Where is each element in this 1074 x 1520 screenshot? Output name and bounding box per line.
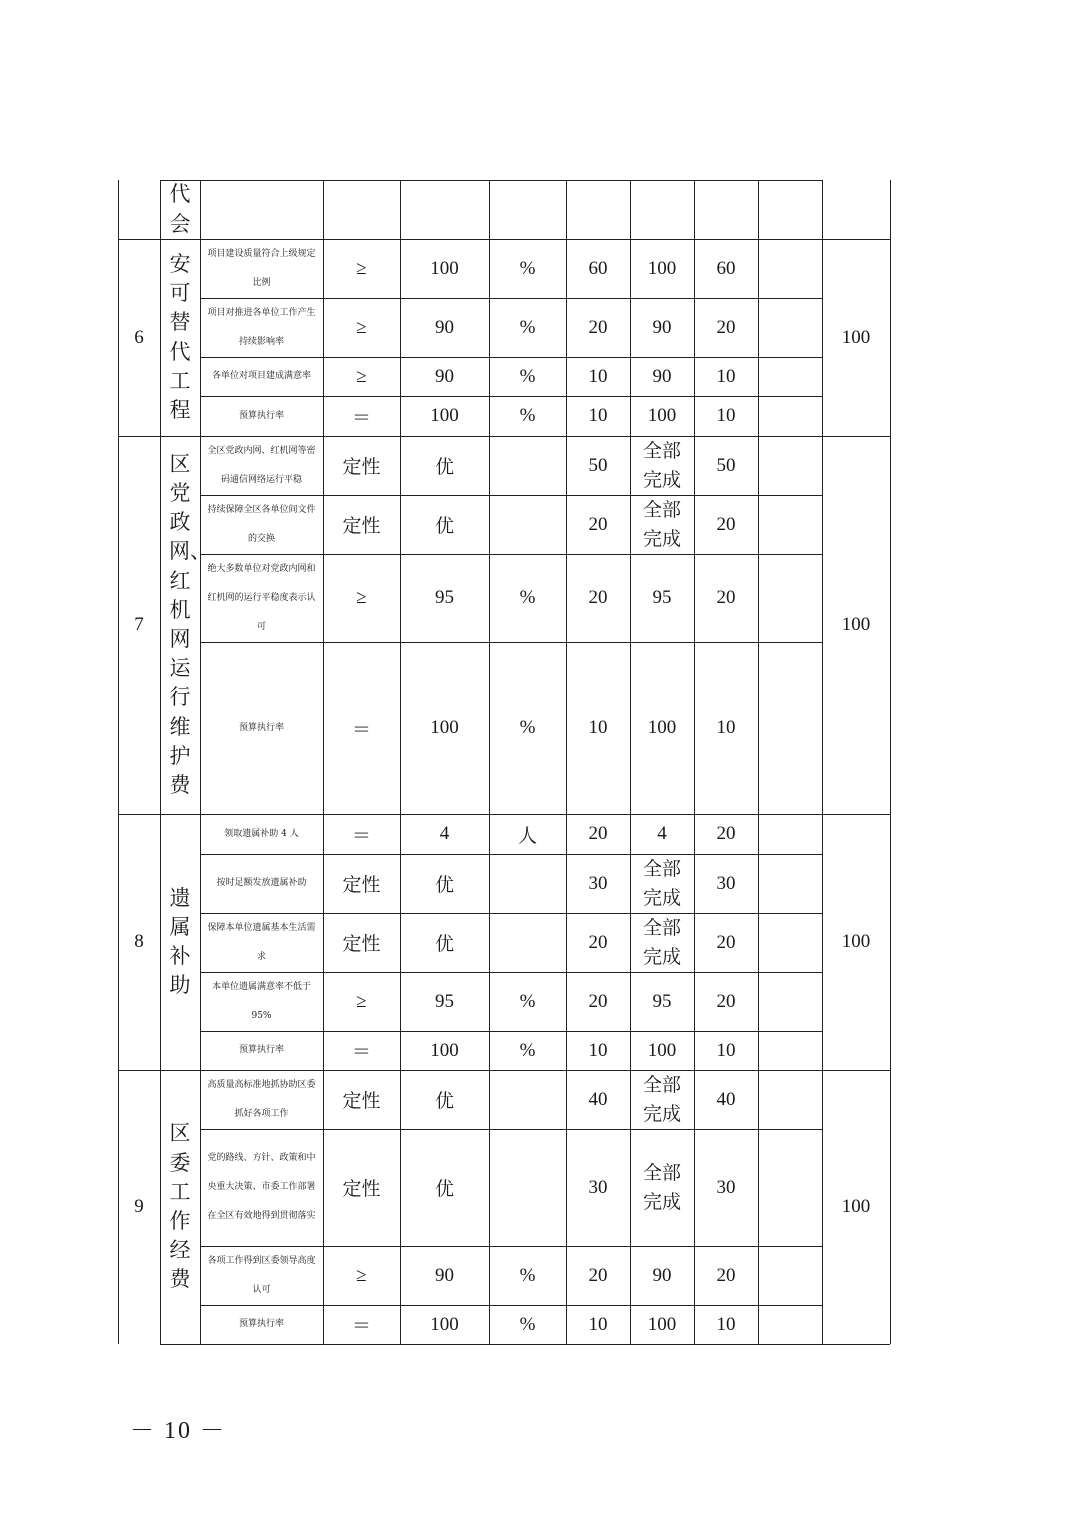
indicator-description-text: 预算执行率 [238, 722, 284, 733]
indicator-weight-text: 40 [588, 1088, 608, 1110]
indicator-actual [630, 1305, 694, 1344]
indicator-target [400, 298, 489, 357]
indicator-remark [758, 642, 822, 814]
indicator-operator [323, 239, 400, 298]
indicator-operator [323, 1305, 400, 1344]
indicator-operator [323, 554, 400, 642]
indicator-score-text: 20 [716, 823, 736, 844]
indicator-actual-text: 100 [647, 717, 677, 738]
indicator-actual [630, 1246, 694, 1305]
indicator-description-text: 本单位遗属满意率不低于95% [211, 981, 311, 1021]
table-right-line [890, 180, 891, 1344]
indicator-score [694, 1305, 758, 1344]
indicator-score-text: 30 [716, 1176, 736, 1198]
project-number [118, 436, 160, 814]
indicator-score [694, 298, 758, 357]
indicator-unit-text: % [519, 316, 536, 338]
project-number [118, 814, 160, 1070]
indicator-target [400, 1305, 489, 1344]
indicator-unit [489, 972, 566, 1031]
indicator-weight-text: 10 [588, 405, 608, 426]
indicator-target [400, 642, 489, 814]
indicator-target-text: 95 [435, 587, 454, 608]
indicator-description-text: 持续保障全区各单位间文件的交换 [207, 504, 316, 544]
indicator-operator [323, 1246, 400, 1305]
indicator-score-text: 10 [716, 405, 736, 426]
indicator-score-text: 30 [716, 872, 736, 894]
indicator-unit [489, 854, 566, 913]
indicator-weight-text: 30 [588, 1176, 608, 1198]
indicator-operator [323, 814, 400, 854]
indicator-score-text: 10 [716, 717, 736, 738]
indicator-target-text: 90 [435, 1264, 454, 1286]
project-total-score [822, 1070, 890, 1344]
indicator-score-text: 10 [716, 1039, 736, 1061]
project-name-text: 区党政网、红机网运行维护费 [169, 451, 211, 798]
indicator-unit [489, 1070, 566, 1129]
indicator-unit-text: % [519, 990, 536, 1012]
indicator-weight-text: 20 [588, 1264, 608, 1286]
indicator-score [694, 1246, 758, 1305]
indicator-operator [323, 436, 400, 495]
indicator-target-text: 100 [430, 1313, 459, 1335]
indicator-target [400, 554, 489, 642]
indicator-target [400, 972, 489, 1031]
indicator-unit [489, 1246, 566, 1305]
indicator-remark [758, 972, 822, 1031]
indicator-weight [566, 642, 630, 814]
indicator-description [200, 1246, 323, 1305]
indicator-weight [566, 814, 630, 854]
indicator-score [694, 913, 758, 972]
project-total-score-text: 100 [841, 614, 871, 635]
indicator-actual-text: 100 [647, 257, 677, 279]
indicator-operator [323, 854, 400, 913]
indicator-operator [323, 1129, 400, 1246]
indicator-unit [489, 357, 566, 396]
indicator-actual [630, 239, 694, 298]
indicator-operator [323, 913, 400, 972]
indicator-actual [630, 642, 694, 814]
indicator-description-text: 预算执行率 [238, 410, 284, 421]
indicator-remark [758, 396, 822, 436]
indicator-score [694, 814, 758, 854]
indicator-actual-text: 全部完成 [642, 916, 681, 968]
indicator-operator [323, 972, 400, 1031]
indicator-target-text: 100 [430, 405, 459, 426]
project-total-score-text: 100 [841, 326, 871, 348]
project-total-score [822, 436, 890, 814]
indicator-weight-text: 50 [588, 454, 608, 476]
indicator-score-text: 10 [716, 1313, 736, 1335]
indicator-remark [758, 1305, 822, 1344]
indicator-operator [323, 642, 400, 814]
indicator-remark [758, 913, 822, 972]
indicator-description [200, 298, 323, 357]
indicator-weight [566, 357, 630, 396]
indicator-actual-text: 全部完成 [642, 1073, 681, 1125]
indicator-actual-text: 全部完成 [642, 439, 681, 491]
indicator-target-text: 100 [430, 257, 459, 279]
indicator-actual [630, 1031, 694, 1070]
indicator-actual [630, 298, 694, 357]
indicator-score-text: 20 [716, 1264, 736, 1286]
indicator-target [400, 239, 489, 298]
indicator-description-text: 党的路线、方针、政策和中央重大决策、市委工作部署在全区有效地得到贯彻落实 [207, 1153, 316, 1221]
indicator-weight-text: 10 [588, 717, 608, 738]
indicator-score-text: 10 [716, 365, 736, 387]
indicator-actual-text: 90 [652, 365, 672, 387]
indicator-actual [630, 436, 694, 495]
indicator-operator-text: ≥ [356, 365, 367, 387]
indicator-target-text: 100 [430, 717, 459, 738]
indicator-weight [566, 1305, 630, 1344]
indicator-description [200, 1129, 323, 1246]
indicator-unit [489, 554, 566, 642]
indicator-target-text: 95 [435, 990, 454, 1012]
indicator-description-text: 领取遗属补助 4 人 [224, 828, 299, 839]
indicator-description-text: 按时足额发放遗属补助 [216, 878, 307, 888]
indicator-unit-text: % [519, 257, 536, 279]
project-name-text: 安可替代工程 [169, 251, 191, 422]
indicator-description-text: 各单位对项目建成满意率 [211, 371, 311, 381]
indicator-actual-text: 95 [652, 587, 672, 608]
indicator-weight [566, 1031, 630, 1070]
indicator-weight-text: 10 [588, 1313, 608, 1335]
project-total-score-text: 100 [841, 1196, 871, 1217]
indicator-score-text: 60 [716, 257, 736, 279]
indicator-weight-text: 10 [588, 1039, 608, 1061]
indicator-operator-text: 定性 [342, 515, 381, 537]
indicator-unit [489, 1129, 566, 1246]
indicator-actual [630, 396, 694, 436]
indicator-remark [758, 1129, 822, 1246]
indicator-target-text: 优 [434, 1178, 454, 1200]
indicator-operator-text: ＝ [351, 825, 371, 847]
indicator-target [400, 396, 489, 436]
indicator-remark [758, 1070, 822, 1129]
project-name-text: 区委工作经费 [169, 1121, 191, 1292]
indicator-description-text: 预算执行率 [238, 1319, 284, 1329]
indicator-remark [758, 1246, 822, 1305]
table-bottom-line [160, 1344, 890, 1345]
indicator-description-text: 项目对推进各单位工作产生持续影响率 [207, 307, 316, 347]
indicator-description-text: 高质量高标准地抓协助区委抓好各项工作 [207, 1079, 316, 1119]
indicator-target-text: 90 [435, 365, 454, 387]
indicator-operator-text: ≥ [356, 990, 367, 1012]
indicator-weight-text: 20 [588, 513, 608, 535]
indicator-weight-text: 10 [588, 365, 608, 387]
indicator-score-text: 50 [716, 454, 736, 476]
indicator-score-text: 20 [716, 513, 736, 535]
indicator-weight [566, 972, 630, 1031]
indicator-description [200, 1070, 323, 1129]
indicator-target [400, 495, 489, 554]
indicator-score [694, 495, 758, 554]
indicator-weight [566, 1246, 630, 1305]
indicator-description [200, 972, 323, 1031]
indicator-target-text: 优 [434, 515, 454, 537]
indicator-target [400, 1246, 489, 1305]
indicator-actual-text: 全部完成 [642, 1161, 681, 1213]
indicator-weight [566, 239, 630, 298]
project-name-continued [160, 180, 200, 239]
indicator-target [400, 913, 489, 972]
indicator-operator-text: ≥ [356, 257, 367, 279]
indicator-unit [489, 913, 566, 972]
indicator-description [200, 554, 323, 642]
indicator-target-text: 优 [434, 456, 454, 478]
indicator-target [400, 357, 489, 396]
project-name [160, 1070, 200, 1344]
indicator-weight [566, 396, 630, 436]
indicator-operator-text: ≥ [356, 316, 367, 338]
indicator-operator-text: 定性 [342, 1090, 381, 1112]
indicator-unit [489, 814, 566, 854]
indicator-unit [489, 396, 566, 436]
indicator-score [694, 854, 758, 913]
indicator-actual-text: 全部完成 [642, 498, 681, 550]
project-name-text: 遗属补助 [169, 885, 191, 998]
project-number-text: 6 [134, 326, 144, 348]
project-name [160, 436, 211, 814]
indicator-operator [323, 396, 400, 436]
indicator-target [400, 1070, 489, 1129]
project-name [160, 239, 200, 436]
indicator-unit [489, 642, 566, 814]
indicator-target [400, 814, 489, 854]
indicator-weight [566, 495, 630, 554]
indicator-unit [489, 1305, 566, 1344]
indicator-actual [630, 1070, 694, 1129]
indicator-target-text: 90 [435, 316, 454, 338]
indicator-target-text: 优 [434, 1090, 454, 1112]
indicator-weight-text: 20 [588, 990, 608, 1012]
project-number-text: 9 [134, 1196, 144, 1217]
indicator-operator-text: ＝ [351, 407, 371, 429]
indicator-score-text: 20 [716, 990, 736, 1012]
indicator-weight [566, 436, 630, 495]
indicator-description-text: 全区党政内网、红机网等密码通信网络运行平稳 [207, 445, 316, 485]
indicator-operator-text: ＝ [351, 719, 371, 741]
indicator-actual [630, 1129, 694, 1246]
indicator-weight-text: 20 [588, 823, 608, 844]
indicator-operator-text: 定性 [342, 933, 381, 955]
indicator-actual [630, 554, 694, 642]
indicator-description-text: 绝大多数单位对党政内网和红机网的运行平稳度表示认可 [207, 563, 316, 632]
indicator-unit-text: % [519, 365, 536, 387]
indicator-description [200, 239, 323, 298]
indicator-unit [489, 239, 566, 298]
indicator-actual-text: 全部完成 [642, 857, 681, 909]
indicator-weight-text: 20 [588, 316, 608, 338]
indicator-target-text: 4 [439, 823, 450, 844]
indicator-description [200, 642, 323, 814]
indicator-score [694, 239, 758, 298]
indicator-remark [758, 854, 822, 913]
indicator-score [694, 554, 758, 642]
indicator-target-text: 100 [430, 1039, 459, 1061]
indicator-unit [489, 298, 566, 357]
indicator-description-text: 项目建设质量符合上级规定比例 [207, 248, 316, 288]
indicator-target [400, 1129, 489, 1246]
indicator-target-text: 优 [434, 874, 454, 896]
indicator-actual-text: 90 [652, 1264, 672, 1286]
page-number: － 10 － [130, 1418, 226, 1444]
indicator-actual [630, 814, 694, 854]
indicator-operator [323, 298, 400, 357]
indicator-operator-text: 定性 [342, 874, 381, 896]
indicator-operator [323, 1070, 400, 1129]
indicator-operator [323, 1031, 400, 1070]
indicator-description [200, 1305, 323, 1344]
indicator-score [694, 396, 758, 436]
indicator-target-text: 优 [434, 933, 454, 955]
indicator-actual-text: 95 [652, 990, 672, 1012]
indicator-remark [758, 495, 822, 554]
indicator-target [400, 854, 489, 913]
indicator-description [200, 814, 323, 854]
indicator-remark [758, 1031, 822, 1070]
indicator-actual-text: 90 [652, 316, 672, 338]
indicator-actual [630, 854, 694, 913]
indicator-description [200, 854, 323, 913]
indicator-score [694, 972, 758, 1031]
indicator-score-text: 20 [716, 587, 736, 608]
indicator-operator [323, 357, 400, 396]
indicator-description-text: 保障本单位遗属基本生活需求 [207, 922, 316, 962]
indicator-actual [630, 495, 694, 554]
indicator-weight-text: 20 [588, 931, 608, 953]
indicator-actual-text: 100 [647, 1313, 677, 1335]
indicator-actual [630, 972, 694, 1031]
indicator-description [200, 357, 323, 396]
indicator-weight-text: 20 [588, 587, 608, 608]
project-total-score-text: 100 [841, 931, 871, 952]
indicator-operator-text: ＝ [351, 1042, 371, 1063]
indicator-target [400, 436, 489, 495]
indicator-description [200, 396, 323, 436]
indicator-weight [566, 913, 630, 972]
indicator-score-text: 20 [716, 316, 736, 338]
indicator-score [694, 1031, 758, 1070]
indicator-unit-text: % [519, 717, 536, 738]
indicator-actual-text: 4 [657, 823, 667, 844]
project-name-continued-text: 代会 [169, 182, 191, 236]
indicator-weight [566, 554, 630, 642]
indicator-unit-text: % [519, 1264, 536, 1286]
indicator-score-text: 40 [716, 1088, 736, 1110]
indicator-score-text: 20 [716, 931, 736, 953]
indicator-target [400, 1031, 489, 1070]
indicator-score [694, 642, 758, 814]
indicator-description [200, 495, 323, 554]
indicator-remark [758, 239, 822, 298]
table-top-line [160, 180, 822, 181]
indicator-weight-text: 30 [588, 872, 608, 894]
project-number [118, 1070, 160, 1344]
indicator-unit-text: % [519, 405, 536, 426]
indicator-operator-text: 定性 [342, 456, 381, 478]
project-name [160, 814, 200, 1070]
indicator-operator-text: ≥ [356, 1264, 367, 1286]
indicator-actual [630, 913, 694, 972]
indicator-unit-text: 人 [517, 825, 537, 847]
project-number [118, 239, 160, 436]
indicator-remark [758, 554, 822, 642]
indicator-remark [758, 357, 822, 396]
indicator-actual-text: 100 [647, 1039, 677, 1061]
indicator-unit-text: % [519, 1313, 536, 1335]
indicator-unit-text: % [519, 587, 536, 608]
indicator-description-text: 预算执行率 [238, 1045, 284, 1055]
project-number-text: 7 [134, 614, 144, 635]
indicator-operator [323, 495, 400, 554]
indicator-operator-text: ＝ [351, 1316, 371, 1337]
indicator-weight-text: 60 [588, 257, 608, 279]
indicator-remark [758, 436, 822, 495]
indicator-weight [566, 1070, 630, 1129]
indicator-remark [758, 298, 822, 357]
indicator-unit [489, 1031, 566, 1070]
indicator-description [200, 1031, 323, 1070]
indicator-weight [566, 854, 630, 913]
indicator-unit [489, 495, 566, 554]
indicator-actual [630, 357, 694, 396]
indicator-description-text: 各项工作得到区委领导高度认可 [207, 1255, 316, 1295]
indicator-unit [489, 436, 566, 495]
indicator-description [200, 436, 323, 495]
indicator-actual-text: 100 [647, 405, 677, 426]
indicator-score [694, 436, 758, 495]
indicator-score [694, 1129, 758, 1246]
indicator-score [694, 1070, 758, 1129]
indicator-weight [566, 298, 630, 357]
indicator-weight [566, 1129, 630, 1246]
indicator-operator-text: 定性 [342, 1178, 381, 1200]
project-total-score [822, 239, 890, 436]
indicator-score [694, 357, 758, 396]
indicator-operator-text: ≥ [356, 587, 367, 608]
project-number-text: 8 [134, 931, 144, 952]
project-total-score [822, 814, 890, 1070]
indicator-remark [758, 814, 822, 854]
indicator-description [200, 913, 323, 972]
indicator-unit-text: % [519, 1039, 536, 1061]
